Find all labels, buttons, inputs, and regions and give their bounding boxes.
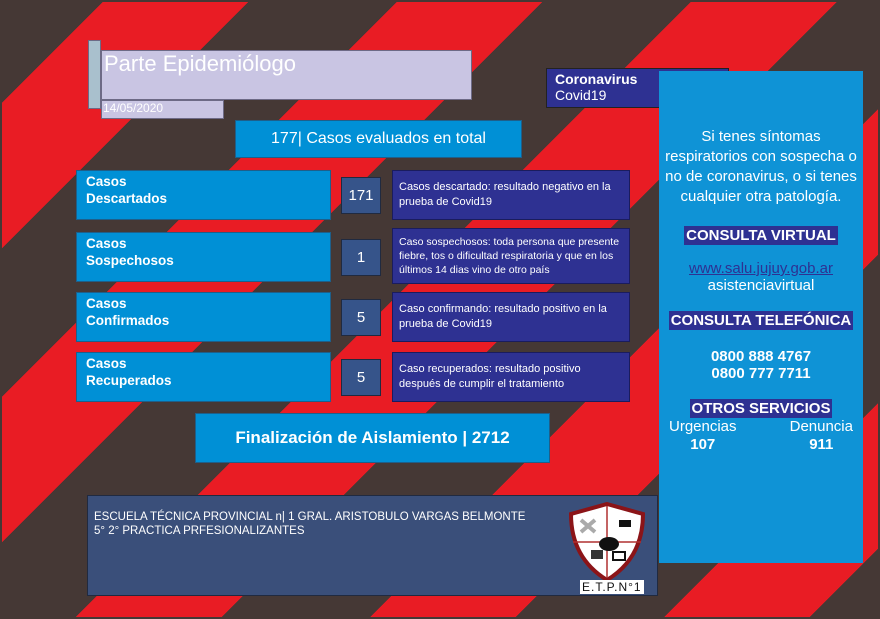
virtual-heading: CONSULTA VIRTUAL xyxy=(686,227,836,244)
page-title: Parte Epidemiólogo xyxy=(101,50,472,100)
title-accent-bar xyxy=(88,40,101,109)
school-name: ESCUELA TÉCNICA PROVINCIAL n| 1 GRAL. ARISTOBULO VARGAS BELMONTE xyxy=(94,511,526,523)
school-shield-logo xyxy=(567,502,647,582)
count-recuperados: 5 xyxy=(341,359,381,396)
label-line2: Sospechosos xyxy=(86,253,174,268)
phone-1: 0800 888 4767 xyxy=(710,348,812,365)
count-descartados: 171 xyxy=(341,177,381,214)
label-line2: Recuperados xyxy=(86,373,172,388)
desc-descartados: Casos descartado: resultado negativo en la prueba de Covid19 xyxy=(392,170,630,220)
finalizacion-aislamiento: Finalización de Aislamiento | 2712 xyxy=(195,413,550,463)
info-panel xyxy=(659,71,863,563)
count-confirmados: 5 xyxy=(341,299,381,336)
label-line1: Casos xyxy=(86,236,127,251)
label-line1: Casos xyxy=(86,356,127,371)
salud-link[interactable]: www.salu.jujuy.gob.ar xyxy=(689,260,833,277)
salud-link-sub: asistenciavirtual xyxy=(707,277,815,294)
desc-sospechosos: Caso sospechosos: toda persona que presente fiebre, tos o dificultad respiratoria y que en los últimos 14 dias vino de otro país xyxy=(392,228,630,284)
total-cases-banner: 177| Casos evaluados en total xyxy=(235,120,522,158)
phone-2: 0800 777 7711 xyxy=(711,365,811,382)
label-line1: Casos xyxy=(86,296,127,311)
label-line1: Casos xyxy=(86,174,127,189)
label-line2: Descartados xyxy=(86,191,168,206)
desc-confirmados: Caso confirmando: resultado positivo en la prueba de Covid19 xyxy=(392,292,630,342)
corona-line2: Covid19 xyxy=(555,87,607,103)
desc-recuperados: Caso recuperados: resultado positivo después de cumplir el tratamiento xyxy=(392,352,630,402)
label-sospechosos xyxy=(76,232,331,282)
school-course: 5° 2° PRACTICA PRFESIONALIZANTES xyxy=(94,525,305,537)
label-descartados xyxy=(76,170,331,220)
count-sospechosos: 1 xyxy=(341,239,381,276)
label-line2: Confirmados xyxy=(86,313,170,328)
phone-heading: CONSULTA TELEFÓNICA xyxy=(670,312,852,329)
report-date: 14/05/2020 xyxy=(101,100,224,119)
otros-heading: OTROS SERVICIOS xyxy=(691,400,831,417)
denuncia-label: Denuncia xyxy=(789,418,853,435)
symptoms-intro: Si tenes síntomas respiratorios con sospecha o no de coronavirus, o si tenes cualquier otra patología. xyxy=(665,128,857,205)
label-confirmados xyxy=(76,292,331,342)
urgencias-number: 107 xyxy=(690,436,716,453)
denuncia-number: 911 xyxy=(809,436,834,453)
urgencias-label: Urgencias xyxy=(669,418,737,435)
corona-line1: Coronavirus xyxy=(555,71,638,87)
logo-text: E.T.P.N°1 xyxy=(582,580,642,594)
label-recuperados xyxy=(76,352,331,402)
